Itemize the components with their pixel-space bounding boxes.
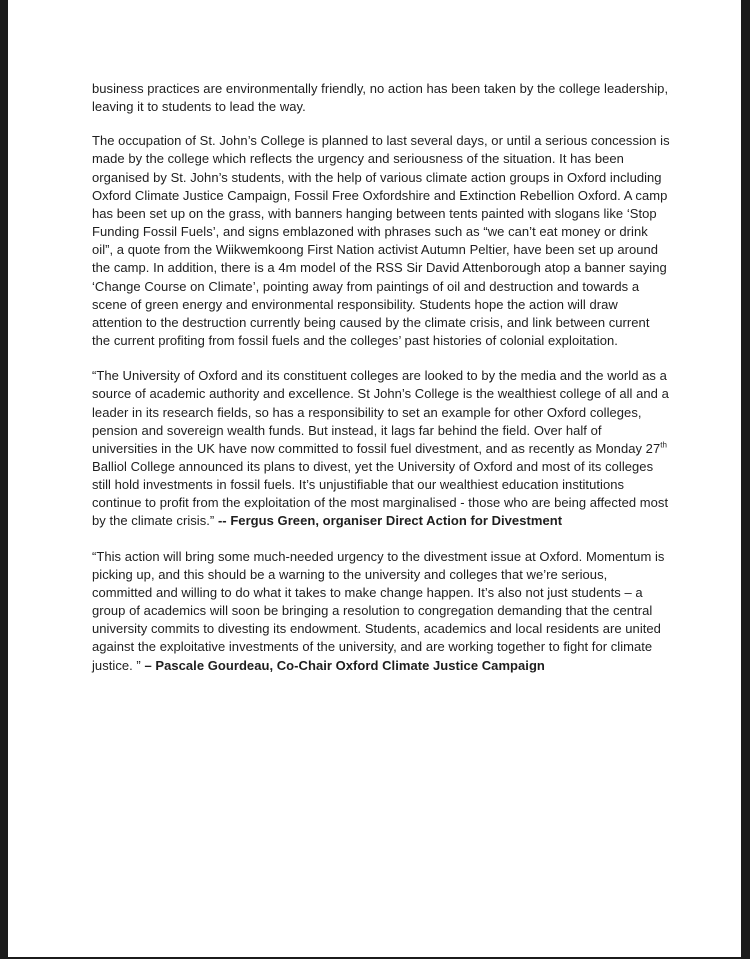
paragraph-4-quote xyxy=(92,548,670,675)
document-page xyxy=(8,0,741,957)
paragraph-1-text: business practices are environmentally friendly, no action has been taken by the college leadership, leaving it to students to lead the way. xyxy=(92,81,669,115)
paragraph-2-text: The occupation of St. John’s College is planned to last several days, or until a serious concession is made by the college which reflects the urgency and seriousness of the situation. It has been organised by St. John’s students, with the help of various climate action groups in Oxford including Oxford Climate Justice Campaign, Fossil Free Oxfordshire and Extinction Rebellion Oxford. A camp has been set up on the grass, with banners hanging between tents painted with slogans like ‘Stop Funding Fossil Fuels’, and signs emblazoned with phrases such as “we can’t eat money or drink oil”, a quote from the Wiikwemkoong First Nation activist Autumn Peltier, have been set up around the camp. In addition, there is a 4m model of the RSS Sir David Attenborough atop a banner saying ‘Change Course on Climate’, pointing away from paintings of oil and destruction and towards a scene of green energy and environmental responsibility. Students hope the action will draw attention to the destruction currently being caused by the climate crisis, and link between current the current profiting from fossil fuels and the colleges’ past histories of colonial exploitation. xyxy=(92,133,670,349)
paragraph-3-quote xyxy=(92,367,670,530)
paragraph-2 xyxy=(92,132,670,350)
quote-1-text-after: Balliol College announced its plans to divest, yet the University of Oxford and most of its colleges still hold investments in fossil fuels. It’s unjustifiable that our wealthiest education institutions continue to profit from the exploitation of the most marginalised - those who are being affected most by the climate crisis.” xyxy=(92,458,669,529)
ordinal-suffix: th xyxy=(660,440,667,450)
quote-1-text-before: “The University of Oxford and its constituent colleges are looked to by the media and the world as a source of academic authority and excellence. St John’s College is the wealthiest college of all and a leader in its research fields, so has a responsibility to set an example for other Oxford colleges, pension and sovereign wealth funds. But instead, it lags far behind the field. Over half of universities in the UK have now committed to fossil fuel divestment, and as recently as Monday 27 xyxy=(92,368,669,456)
paragraph-1 xyxy=(92,80,670,116)
quote-1-attribution: -- Fergus Green, organiser Direct Action for Divestment xyxy=(217,513,563,529)
quote-2-text: “This action will bring some much-needed urgency to the divestment issue at Oxford. Momentum is picking up, and this should be a warning to the university and colleges that we’re serious, committed and willing to do what it takes to make change happen. It’s also not just students – a group of academics will soon be bringing a resolution to congregation demanding that the central university commits to divesting its endowment. Students, academics and local residents are united against the exploitative investments of the university, and are working together to fight for climate justice. ” xyxy=(92,548,665,673)
document-body xyxy=(92,80,670,692)
quote-2-attribution: – Pascale Gourdeau, Co-Chair Oxford Climate Justice Campaign xyxy=(144,657,545,673)
